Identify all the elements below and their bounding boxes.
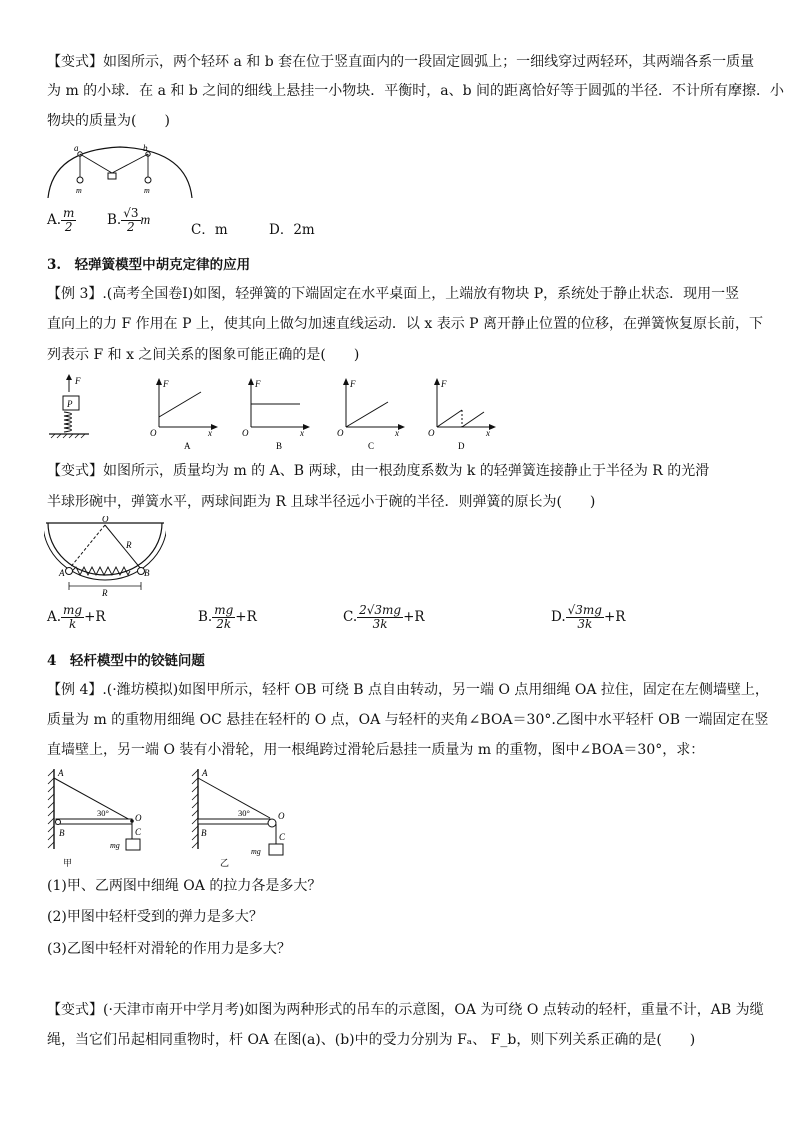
jia-O-label: O <box>135 813 142 823</box>
block-P-label: P <box>67 399 73 409</box>
example4-question-3: (3)乙图中轻杆对滑轮的作用力是多大？ <box>47 941 291 957</box>
example3-text-line3: 列表示 F 和 x 之间关系的图象可能正确的是( ) <box>47 347 360 363</box>
graph-b-caption: B <box>276 441 283 451</box>
section4-title: 4 轻杆模型中的铰链问题 <box>47 653 205 669</box>
variant2-text-line2: 半球形碗中，弹簧水平，两球间距为 R 且球半径远小于碗的半径．则弹簧的原长为( ) <box>47 494 596 510</box>
ball-A-label: A <box>59 568 65 578</box>
variant2-option-b: B. $\frac{mg}{2k}$ +R <box>198 603 257 631</box>
yi-angle-label: 30° <box>238 808 250 818</box>
example4-text-line3: 直墙壁上，另一端 O 装有小滑轮，用一根绳跨过滑轮后悬挂一质量为 m 的重物，图中∠BOA＝30°，求： <box>47 742 705 758</box>
variant2-option-a: A. $\frac{mg}{k}$ +R <box>47 603 106 631</box>
graph-a-x-label: x <box>208 428 212 438</box>
graph-c-x-label: x <box>395 428 399 438</box>
jia-mg-label: mg <box>110 841 120 850</box>
figure-yi <box>188 764 303 868</box>
variant1-option-a: A. $\frac{m}{2}$ <box>47 206 75 234</box>
graph-b-O-label: O <box>242 428 249 438</box>
jia-angle-label: 30° <box>97 808 109 818</box>
yi-B-label: B <box>201 828 207 838</box>
graph-c-caption: C <box>368 441 375 451</box>
variant2-option-d: D. $\frac{√3mg}{3k}$ +R <box>551 603 626 631</box>
jia-A-label: A <box>58 768 64 778</box>
variant1-option-d: D．2m <box>269 222 315 238</box>
graph-d-O-label: O <box>428 428 435 438</box>
yi-O-label: O <box>278 811 285 821</box>
graph-c-O-label: O <box>337 428 344 438</box>
ball-B-label: B <box>144 568 150 578</box>
figure-jia <box>44 764 159 868</box>
graph-d-x-label: x <box>486 428 490 438</box>
variant3-text-line2: 绳，当它们吊起相同重物时，杆 OA 在图(a)、(b)中的受力分别为 Fₐ、 F_b，则下列关系正确的是( ) <box>47 1032 696 1048</box>
yi-A-label: A <box>202 768 208 778</box>
graph-d-F-label: F <box>441 379 447 389</box>
example3-text-line1: 【例 3】.(高考全国卷Ⅰ)如图，轻弹簧的下端固定在水平桌面上，上端放有物块 P，系统处于静止状态．现用一竖 <box>47 286 740 302</box>
arc-rings-figure <box>45 142 195 200</box>
jia-caption: 甲 <box>63 858 73 868</box>
example4-question-1: (1)甲、乙两图中细绳 OA 的拉力各是多大？ <box>47 878 322 894</box>
bowl-center-O-label: O <box>102 516 109 524</box>
example4-question-2: (2)甲图中轻杆受到的弹力是多大？ <box>47 909 263 925</box>
graph-c-F-label: F <box>350 379 356 389</box>
variant1-text-line1: 【变式】如图所示，两个轻环 a 和 b 套在位于竖直面内的一段固定圆弧上；一细线穿过两轻环，其两端各系一质量 <box>47 54 755 70</box>
graph-a-caption: A <box>184 441 191 451</box>
variant1-text-line3: 物块的质量为( ) <box>47 113 170 129</box>
yi-mg-label: mg <box>251 847 261 856</box>
variant2-text-line1: 【变式】如图所示，质量均为 m 的 A、B 两球，由一根劲度系数为 k 的轻弹簧连接静止于半径为 R 的光滑 <box>47 463 710 479</box>
section3-title: 3. 轻弹簧模型中胡克定律的应用 <box>47 257 251 273</box>
example3-figures <box>44 372 504 454</box>
variant1-text-line2: 为 m 的小球．在 a 和 b 之间的细线上悬挂一小物块．平衡时，a、b 间的距离恰好等于圆弧的半径．不计所有摩擦．小 <box>47 83 785 99</box>
yi-caption: 乙 <box>220 858 230 868</box>
hemisphere-bowl-figure <box>44 516 166 596</box>
ring-a-label: a <box>74 143 79 153</box>
graph-a-O-label: O <box>150 428 157 438</box>
radius-R-label: R <box>126 540 132 550</box>
graph-d-caption: D <box>458 441 465 451</box>
graph-a-F-label: F <box>163 379 169 389</box>
graph-b-F-label: F <box>255 379 261 389</box>
ring-b-label: b <box>143 143 148 153</box>
jia-B-label: B <box>59 828 65 838</box>
force-F-label: F <box>75 376 81 386</box>
graph-b-x-label: x <box>300 428 304 438</box>
distance-R-label: R <box>102 588 108 596</box>
example4-text-line2: 质量为 m 的重物用细绳 OC 悬挂在轻杆的 O 点，OA 与轻杆的夹角∠BOA＝30°.乙图中水平轻杆 OB 一端固定在竖 <box>47 712 769 728</box>
ball-m-label-right: m <box>144 186 150 195</box>
example4-text-line1: 【例 4】.(·潍坊模拟)如图甲所示，轻杆 OB 可绕 B 点自由转动，另一端 O 点用细绳 OA 拉住，固定在左侧墙壁上， <box>47 682 769 698</box>
jia-C-label: C <box>135 827 142 837</box>
variant3-text-line1: 【变式】(·天津市南开中学月考)如图为两种形式的吊车的示意图，OA 为可绕 O 点转动的轻杆，重量不计，AB 为缆 <box>47 1002 764 1018</box>
variant2-option-c: C. $\frac{2√3mg}{3k}$ +R <box>343 603 425 631</box>
ball-m-label-left: m <box>76 186 82 195</box>
yi-C-label: C <box>279 832 286 842</box>
variant1-option-c: C．m <box>191 222 228 238</box>
variant1-option-b: B. $\frac{√3}{2}$ m <box>107 206 151 234</box>
example3-text-line2: 直向上的力 F 作用在 P 上，使其向上做匀加速直线运动．以 x 表示 P 离开静止位置的位移，在弹簧恢复原长前，下 <box>47 316 764 332</box>
